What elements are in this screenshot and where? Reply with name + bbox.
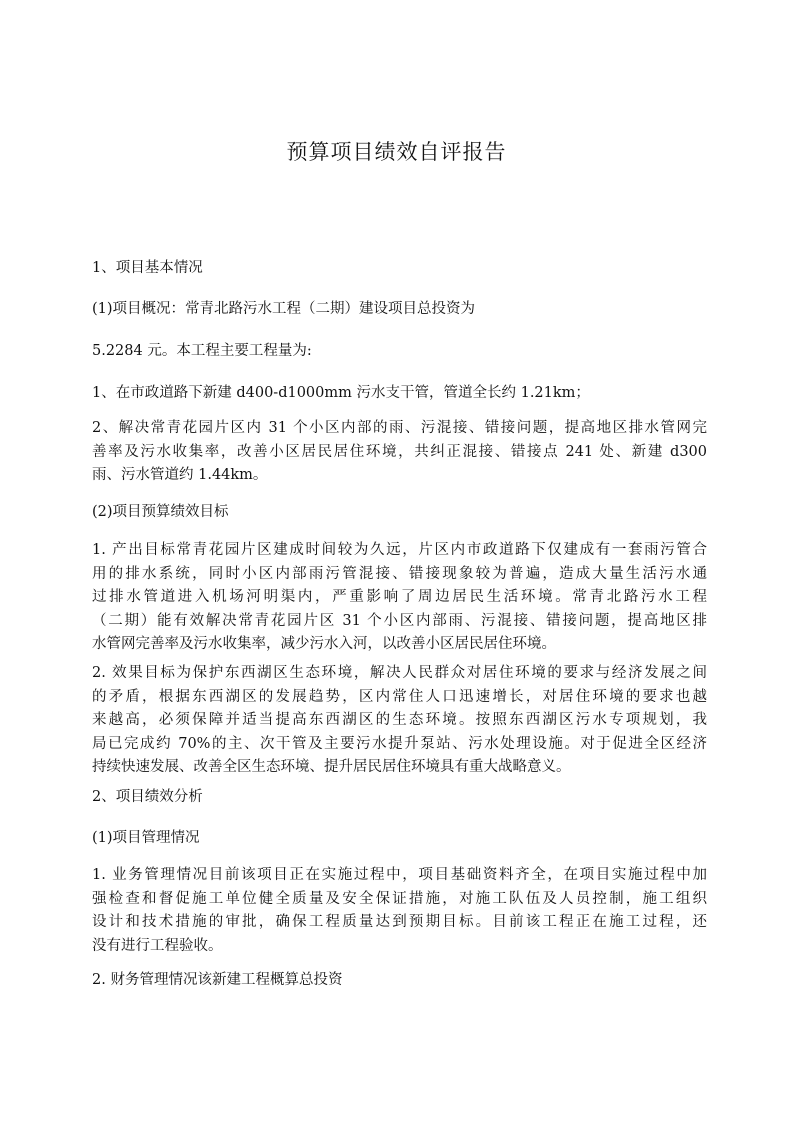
investment-amount: 5.2284 元。本工程主要工程量为: [92,343,312,359]
paragraph-line: 用的排水系统，同时小区内部雨污管混接、错接现象较为普遍，造成大量生活污水通 [92,565,707,582]
output-goal-paragraph [92,539,707,657]
paragraph-line: 局已完成约 70%的主、次干管及主要污水提升泵站、污水处理设施。对于促进全区经济 [92,735,707,752]
budget-goal-heading: (2)项目预算绩效目标 [92,504,229,520]
paragraph-line: 强检查和督促施工单位健全质量及安全保证措施，对施工队伍及人员控制，施工组织 [92,890,707,907]
paragraph-line: 2、解决常青花园片区内 31 个小区内部的雨、污混接、错接问题，提高地区排水管网完 [92,420,707,436]
paragraph-line: 1. 产出目标常青花园片区建成时间较为久远，片区内市政道路下仅建成有一套雨污管合 [92,542,707,558]
paragraph-line: 没有进行工程验收。 [92,937,223,954]
project-overview: (1)项目概况：常青北路污水工程（二期）建设项目总投资为 [92,301,476,317]
work-item-2 [92,417,707,488]
paragraph-line: 过排水管道进入机场河明渠内，严重影响了周边居民生活环境。常青北路污水工程 [92,589,707,605]
section-1-heading: 1、项目基本情况 [92,260,203,276]
paragraph-line: 持续快速发展、改善全区生态环境、提升居民居住环境具有重大战略意义。 [92,759,571,775]
paragraph-line: 设计和技术措施的审批，确保工程质量达到预期目标。目前该工程正在施工过程，还 [92,914,707,930]
work-item-1: 1、在市政道路下新建 d400-d1000mm 污水支干管，管道全长约 1.21km； [92,385,590,401]
business-management-paragraph [92,864,707,958]
paragraph-line: （二期）能有效解决常青花园片区 31 个小区内部雨、污混接、错接问题，提高地区排 [92,612,707,629]
paragraph-line: 2. 效果目标为保护东西湖区生态环境，解决人民群众对居住环境的要求与经济发展之间 [92,665,707,681]
paragraph-line: 雨、污水管道约 1.44km。 [92,467,268,483]
management-heading: (1)项目管理情况 [92,830,200,846]
page-title: 预算项目绩效自评报告 [286,140,507,164]
paragraph-line: 善率及污水收集率，改善小区居民居住环境，共纠正混接、错接点 241 处、新建 d300 [92,443,707,460]
section-2-heading: 2、项目绩效分析 [92,789,203,805]
paragraph-line: 的矛盾，根据东西湖区的发展趋势，区内常住人口迅速增长，对居住环境的要求也越 [92,688,707,705]
paragraph-line: 来越高，必须保障并适当提高东西湖区的生态环境。按照东西湖区污水专项规划，我 [92,712,707,728]
paragraph-line: 水管网完善率及污水收集率，减少污水入河，以改善小区居民居住环境。 [92,636,556,652]
financial-management: 2. 财务管理情况该新建工程概算总投资 [92,972,343,988]
effect-goal-paragraph [92,662,707,780]
paragraph-line: 1. 业务管理情况目前该项目正在实施过程中，项目基础资料齐全，在项目实施过程中加 [92,867,707,883]
